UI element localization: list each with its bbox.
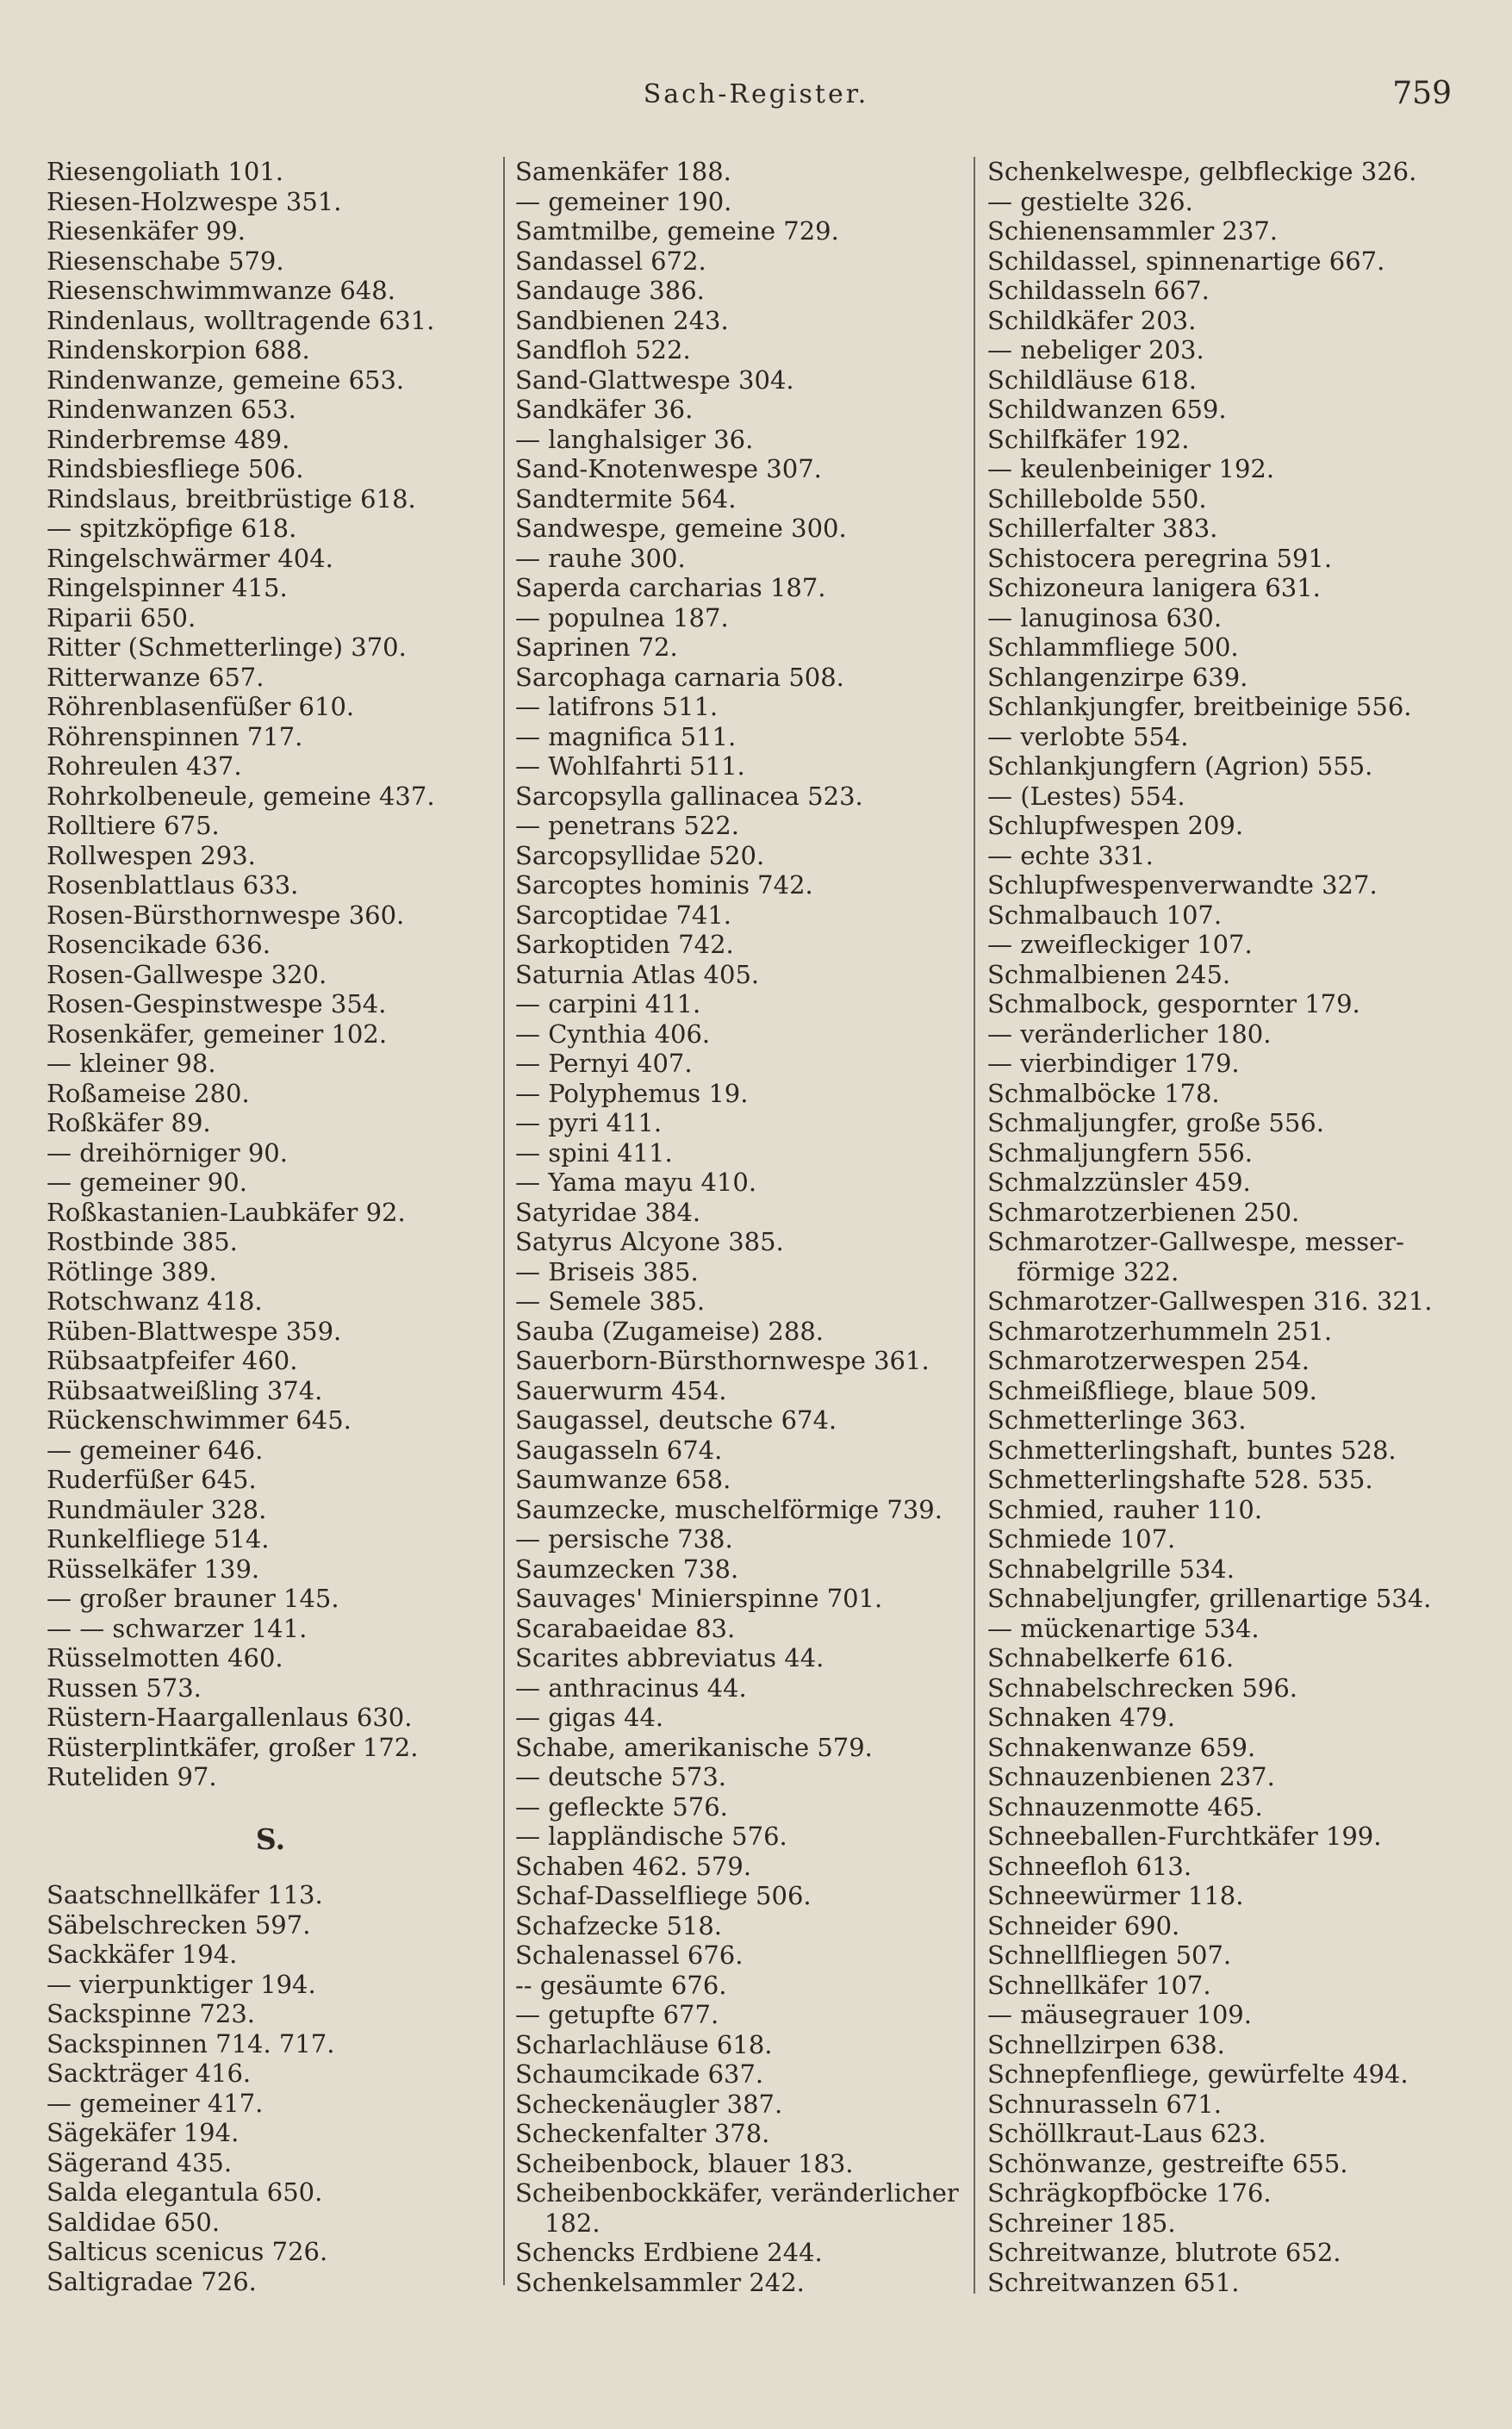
index-entry: — lappländische 576. (515, 1822, 787, 1851)
index-entry: — rauhe 300. (515, 543, 686, 573)
index-entry: — spini 411. (515, 1137, 673, 1168)
index-entry: Schildasseln 667. (987, 276, 1210, 305)
index-entry: — echte 331. (987, 840, 1154, 870)
index-entry: Rüben-Blattwespe 359. (47, 1316, 342, 1346)
index-entry: Riesenschwimmwanze 648. (47, 276, 395, 305)
index-entry: Schabe, amerikanische 579. (515, 1732, 873, 1762)
index-entry: — Pernyi 407. (515, 1049, 693, 1078)
index-entry: Sand-Glattwespe 304. (515, 364, 794, 395)
index-entry: Schildassel, spinnenartige 667. (987, 246, 1385, 276)
index-entry: Saldidae 650. (47, 2207, 221, 2237)
index-entry: — deutsche 573. (515, 1762, 727, 1791)
index-entry: Schönwanze, gestreifte 655. (987, 2148, 1348, 2178)
index-entry: — latifrons 511. (515, 692, 719, 721)
index-entry: Scarites abbreviatus 44. (515, 1643, 824, 1672)
index-entry: Schnabelschrecken 596. (987, 1672, 1298, 1703)
index-entry: Riparii 650. (47, 602, 196, 632)
index-entry: — nebeliger 203. (987, 335, 1204, 364)
index-entry: — gemeiner 90. (47, 1168, 247, 1197)
index-entry: Schnaken 479. (987, 1703, 1175, 1732)
index-entry: Rotschwanz 418. (47, 1286, 263, 1316)
index-entry: Schilfkäfer 192. (987, 424, 1190, 454)
index-entry: Saumzecken 738. (515, 1554, 739, 1584)
index-entry: Schizoneura lanigera 631. (987, 573, 1321, 602)
index-entry: Schreitwanze, blutrote 652. (987, 2238, 1341, 2267)
index-entry: Sandkäfer 36. (515, 395, 694, 424)
index-entry: Ruteliden 97. (47, 1762, 217, 1791)
index-entry: Schlangenzirpe 639. (987, 662, 1248, 692)
index-entry: Riesen-Holzwespe 351. (47, 186, 342, 216)
index-entry: Schildwanzen 659. (987, 395, 1227, 424)
index-entry: Schneeballen-Furchtkäfer 199. (987, 1822, 1382, 1851)
index-entry: Rindenskorpion 688. (47, 335, 310, 364)
index-entry: — gigas 44. (515, 1703, 664, 1732)
index-entry: Rosen-Gespinstwespe 354. (47, 989, 387, 1018)
index-entry: Rüsselmotten 460. (47, 1643, 283, 1672)
index-entry: Sandauge 386. (515, 276, 705, 305)
index-entry: Schnepfenfliege, gewürfelte 494. (987, 2059, 1409, 2089)
index-entry: Sackspinnen 714. 717. (47, 2028, 335, 2058)
index-entry: Schmarotzerbienen 250. (987, 1197, 1300, 1227)
index-entry: Rindslaus, breitbrüstige 618. (47, 483, 416, 514)
index-entry: — getupfte 677. (515, 2000, 719, 2029)
index-column-3 (987, 157, 1470, 2297)
index-entry: Ringelspinner 415. (47, 573, 288, 602)
index-entry: Schlupfwespen 209. (987, 811, 1244, 840)
index-entry: Samenkäfer 188. (515, 157, 731, 186)
index-entry: — großer brauner 145. (47, 1584, 339, 1613)
index-entry: Schlammfliege 500. (987, 632, 1239, 662)
index-entry: Rindenwanzen 653. (47, 395, 296, 424)
index-entry: Saperda carcharias 187. (515, 573, 826, 602)
index-entry: — kleiner 98. (47, 1049, 216, 1078)
index-entry: Sauerwurm 454. (515, 1375, 727, 1405)
index-entry: — populnea 187. (515, 602, 729, 632)
index-entry: Sand-Knotenwespe 307. (515, 454, 822, 483)
index-entry: Schlankjungfer, breitbeinige 556. (987, 692, 1412, 721)
index-entry: Roßameise 280. (47, 1078, 250, 1108)
index-entry: Sarcopsylla gallinacea 523. (515, 781, 863, 811)
index-entry: Scharlachläuse 618. (515, 2029, 773, 2059)
index-entry: Sandwespe, gemeine 300. (515, 514, 847, 543)
index-entry: — verlobte 554. (987, 721, 1189, 751)
index-entry: Scheibenbockkäfer, veränderlicher (515, 2178, 959, 2208)
index-entry: Sägekäfer 194. (47, 2118, 240, 2147)
index-entry: Schnellfliegen 507. (987, 1940, 1232, 1970)
index-entry: Schenkelsammler 242. (515, 2267, 805, 2297)
index-entry: Schmetterlinge 363. (987, 1405, 1247, 1435)
column-divider (974, 157, 975, 2294)
index-entry: Roßkäfer 89. (47, 1108, 211, 1137)
index-entry: Sauvages' Minierspinne 701. (515, 1584, 883, 1613)
index-entry: Saugasseln 674. (515, 1435, 723, 1465)
index-entry: Sandfloh 522. (515, 335, 691, 364)
index-entry: Schencks Erdbiene 244. (515, 2238, 823, 2267)
index-entry: Saugassel, deutsche 674. (515, 1405, 837, 1435)
index-entry: Schnauzenmotte 465. (987, 1791, 1263, 1822)
index-entry: Schnellzirpen 638. (987, 2029, 1225, 2059)
index-entry: Runkelfliege 514. (47, 1524, 270, 1554)
index-entry: Schmied, rauher 110. (987, 1494, 1263, 1524)
index-entry: Sauerborn-Bürsthornwespe 361. (515, 1346, 930, 1375)
index-entry: Schreiner 185. (987, 2208, 1176, 2238)
index-entry: Schmalbienen 245. (987, 959, 1231, 989)
index-entry: Rosen-Gallwespe 320. (47, 959, 327, 989)
index-entry: Rübsaatpfeifer 460. (47, 1346, 298, 1375)
index-entry: Schneewürmer 118. (987, 1881, 1244, 1910)
index-entry: Ritterwanze 657. (47, 662, 264, 692)
index-entry: Schmarotzerwespen 254. (987, 1346, 1310, 1375)
index-entry: förmige 322. (1017, 1256, 1179, 1286)
index-entry: Ritter (Schmetterlinge) 370. (47, 632, 407, 662)
index-entry: — Wohlfahrti 511. (515, 751, 745, 781)
index-entry: Schmetterlingshafte 528. 535. (987, 1465, 1373, 1494)
index-entry: Scheibenbock, blauer 183. (515, 2148, 854, 2178)
index-entry: Sandassel 672. (515, 246, 706, 276)
index-entry: Rüstern-Haargallenlaus 630. (47, 1703, 413, 1732)
index-entry: Schaumcikade 637. (515, 2059, 764, 2089)
index-entry: Sarcoptidae 741. (515, 900, 732, 930)
index-entry: Rübsaatweißling 374. (47, 1375, 323, 1405)
index-entry: Rindenwanze, gemeine 653. (47, 364, 405, 395)
index-entry: Rindenlaus, wolltragende 631. (47, 305, 435, 335)
index-entry: — anthracinus 44. (515, 1672, 747, 1703)
index-entry: Scheckenäugler 387. (515, 2089, 783, 2119)
index-entry: Schneider 690. (987, 1910, 1180, 1940)
index-entry: Rindsbiesfliege 506. (47, 454, 304, 483)
index-entry: Rohrkolbeneule, gemeine 437. (47, 781, 435, 811)
index-entry: Schnellkäfer 107. (987, 1970, 1211, 2000)
index-entry: Sarcoptes hominis 742. (515, 870, 813, 900)
index-entry: Schmarotzer-Gallwespen 316. 321. (987, 1286, 1433, 1316)
index-entry: Satyridae 384. (515, 1197, 701, 1227)
index-entry: — Cynthia 406. (515, 1018, 711, 1049)
index-entry: Scheckenfalter 378. (515, 2119, 770, 2148)
index-entry: — dreihörniger 90. (47, 1137, 288, 1168)
index-entry: Rückenschwimmer 645. (47, 1405, 352, 1435)
index-entry: Säbelschrecken 597. (47, 1909, 311, 1940)
index-entry: Schistocera peregrina 591. (987, 543, 1333, 573)
index-entry: Schnauzenbienen 237. (987, 1762, 1275, 1791)
index-entry: Riesengoliath 101. (47, 157, 283, 186)
index-entry: Schenkelwespe, gelbfleckige 326. (987, 157, 1417, 186)
index-entry: Schnurasseln 671. (987, 2089, 1222, 2119)
index-entry: -- gesäumte 676. (515, 1970, 727, 2000)
index-entry: Schildläuse 618. (987, 364, 1197, 395)
index-entry: Rohreulen 437. (47, 751, 242, 781)
index-entry: Schmaljungfern 556. (987, 1137, 1253, 1168)
index-entry: — magnifica 511. (515, 721, 737, 751)
index-entry: Rötlinge 389. (47, 1256, 217, 1286)
index-entry: — gemeiner 190. (515, 186, 732, 216)
index-entry: Saprinen 72. (515, 632, 678, 662)
index-entry: Schalenassel 676. (515, 1940, 744, 1970)
index-entry: — pyri 411. (515, 1108, 663, 1137)
index-entry: — gestielte 326. (987, 186, 1193, 216)
index-entry: Schnabelgrille 534. (987, 1554, 1235, 1584)
index-entry: — Yama mayu 410. (515, 1168, 757, 1197)
index-entry: Rollwespen 293. (47, 840, 256, 870)
index-entry: Samtmilbe, gemeine 729. (515, 216, 839, 246)
index-entry: — (Lestes) 554. (987, 781, 1185, 811)
index-entry: — Polyphemus 19. (515, 1078, 749, 1108)
index-entry: Russen 573. (47, 1672, 202, 1703)
index-entry: Satyrus Alcyone 385. (515, 1227, 784, 1256)
index-entry: Sandbienen 243. (515, 305, 729, 335)
index-entry: Schmetterlingshaft, buntes 528. (987, 1435, 1397, 1465)
index-entry: — gemeiner 417. (47, 2088, 264, 2118)
index-entry: Schienensammler 237. (987, 216, 1278, 246)
index-entry: — vierbindiger 179. (987, 1049, 1240, 1078)
index-entry: — — schwarzer 141. (47, 1613, 308, 1643)
index-entry: Salda elegantula 650. (47, 2177, 323, 2207)
index-entry: Schmarotzerhummeln 251. (987, 1316, 1333, 1346)
index-entry: Rundmäuler 328. (47, 1494, 267, 1524)
index-entry: Rüsterplintkäfer, großer 172. (47, 1732, 419, 1762)
index-column-1 (47, 157, 495, 2296)
index-entry: Sarcophaga carnaria 508. (515, 662, 844, 692)
index-entry: Schmiede 107. (987, 1524, 1176, 1554)
index-entry: — Briseis 385. (515, 1256, 699, 1286)
index-entry: Schnabelkerfe 616. (987, 1643, 1235, 1672)
index-column-2 (515, 157, 970, 2297)
column-divider (503, 157, 505, 2285)
index-entry: Rosenblattlaus 633. (47, 870, 299, 900)
page-number: 759 (1392, 76, 1452, 111)
index-entry: Schreitwanzen 651. (987, 2267, 1240, 2297)
running-header: Sach-Register. (643, 79, 869, 109)
index-entry: Ruderfüßer 645. (47, 1465, 257, 1494)
index-entry: — persische 738. (515, 1524, 733, 1554)
index-entry: 182. (544, 2208, 600, 2238)
index-entry: — mückenartige 534. (987, 1613, 1260, 1643)
index-entry: — gemeiner 646. (47, 1435, 264, 1465)
index-entry: — spitzköpfige 618. (47, 514, 297, 543)
section-letter-heading: S. (255, 1822, 286, 1856)
index-entry: Schrägkopfböcke 176. (987, 2178, 1272, 2208)
index-entry: Schillebolde 550. (987, 483, 1207, 514)
index-entry: Schmarotzer-Gallwespe, messer- (987, 1227, 1404, 1256)
index-entry: Rosenkäfer, gemeiner 102. (47, 1018, 388, 1049)
index-entry: — zweifleckiger 107. (987, 930, 1253, 959)
index-entry: Saatschnellkäfer 113. (47, 1880, 323, 1909)
index-entry: — carpini 411. (515, 989, 701, 1018)
index-entry: Schafzecke 518. (515, 1910, 723, 1940)
index-entry: Schillerfalter 383. (987, 514, 1218, 543)
index-entry: Schaben 462. 579. (515, 1851, 752, 1881)
index-entry: Schlankjungfern (Agrion) 555. (987, 751, 1373, 781)
index-entry: Schmeißfliege, blaue 509. (987, 1375, 1317, 1405)
index-entry: Sandtermite 564. (515, 483, 737, 514)
index-entry: — langhalsiger 36. (515, 424, 754, 454)
index-entry: Sackspinne 723. (47, 1999, 255, 2028)
index-entry: Saturnia Atlas 405. (515, 959, 760, 989)
index-entry: Riesenkäfer 99. (47, 216, 246, 246)
index-entry: — mäusegrauer 109. (987, 2000, 1252, 2029)
index-entry: Rostbinde 385. (47, 1227, 238, 1256)
index-entry: — penetrans 522. (515, 811, 739, 840)
index-entry: Sackkäfer 194. (47, 1940, 238, 1969)
index-entry: Rolltiere 675. (47, 811, 220, 840)
index-entry: — gefleckte 576. (515, 1791, 728, 1822)
index-entry: Rinderbremse 489. (47, 424, 290, 454)
index-entry: — vierpunktiger 194. (47, 1969, 316, 1999)
index-entry: Sarcopsyllidae 520. (515, 840, 765, 870)
index-entry: Saumzecke, muschelförmige 739. (515, 1494, 943, 1524)
index-entry: Riesenschabe 579. (47, 246, 284, 276)
index-entry: Rosencikade 636. (47, 930, 271, 959)
index-entry: Sackträger 416. (47, 2058, 252, 2088)
index-entry: — keulenbeiniger 192. (987, 454, 1275, 483)
index-entry: Schmaljungfer, große 556. (987, 1108, 1324, 1137)
index-entry: Roßkastanien-Laubkäfer 92. (47, 1197, 406, 1227)
index-entry: Scarabaeidae 83. (515, 1613, 736, 1643)
index-entry: Sägerand 435. (47, 2147, 233, 2177)
index-entry: Röhrenblasenfüßer 610. (47, 692, 355, 721)
index-entry: Saltigradae 726. (47, 2266, 257, 2296)
index-entry: Schmalzzünsler 459. (987, 1168, 1251, 1197)
index-entry: Schaf-Dasselfliege 506. (515, 1881, 812, 1910)
index-entry: Saumwanze 658. (515, 1465, 731, 1494)
index-entry: Ringelschwärmer 404. (47, 543, 333, 573)
index-entry: Salticus scenicus 726. (47, 2237, 328, 2266)
index-entry: Sauba (Zugameise) 288. (515, 1316, 824, 1346)
index-entry: — veränderlicher 180. (987, 1018, 1272, 1049)
index-entry: Sarkoptiden 742. (515, 930, 734, 959)
index-entry: Röhrenspinnen 717. (47, 721, 303, 751)
index-entry: Rüsselkäfer 139. (47, 1554, 260, 1584)
index-entry: Rosen-Bürsthornwespe 360. (47, 900, 405, 930)
index-entry: Schlupfwespenverwandte 327. (987, 870, 1378, 900)
index-entry: — lanuginosa 630. (987, 602, 1223, 632)
index-entry: Schnabeljungfer, grillenartige 534. (987, 1584, 1432, 1613)
index-entry: Schmalbauch 107. (987, 900, 1223, 930)
index-entry: Schildkäfer 203. (987, 305, 1197, 335)
index-entry: Schneefloh 613. (987, 1851, 1192, 1881)
index-entry: — Semele 385. (515, 1286, 706, 1316)
index-entry: Schmalböcke 178. (987, 1078, 1220, 1108)
index-entry: Schnakenwanze 659. (987, 1732, 1256, 1762)
index-entry: Schöllkraut-Laus 623. (987, 2119, 1266, 2148)
index-entry: Schmalbock, gespornter 179. (987, 989, 1360, 1018)
